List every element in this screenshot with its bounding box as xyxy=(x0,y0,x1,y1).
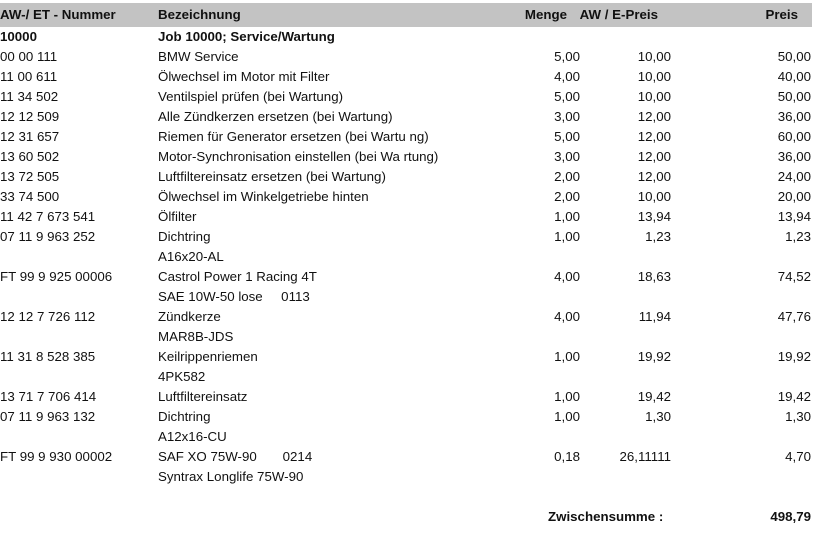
cell-bezeichnung: 4PK582 xyxy=(158,369,206,384)
table-row xyxy=(0,307,825,327)
cell-menge: 3,00 xyxy=(554,149,580,164)
table-row xyxy=(0,387,825,407)
header-nummer: AW-/ ET - Nummer xyxy=(0,7,116,22)
cell-nummer: 11 00 611 xyxy=(0,69,58,84)
cell-nummer: 10000 xyxy=(0,29,37,44)
cell-nummer: 33 74 500 xyxy=(0,189,60,204)
cell-nummer: 11 31 8 528 385 xyxy=(0,349,96,364)
cell-bezeichnung: SAE 10W-50 lose 0113 xyxy=(158,289,310,304)
cell-nummer: FT 99 9 930 00002 xyxy=(0,449,113,464)
cell-bezeichnung: A12x16-CU xyxy=(158,429,227,444)
cell-preis: 50,00 xyxy=(777,49,811,64)
cell-bezeichnung: Syntrax Longlife 75W-90 xyxy=(158,469,304,484)
cell-menge: 3,00 xyxy=(554,109,580,124)
cell-preis: 74,52 xyxy=(777,269,811,284)
cell-bezeichnung: MAR8B-JDS xyxy=(158,329,234,344)
cell-menge: 1,00 xyxy=(554,389,580,404)
cell-nummer: 07 11 9 963 252 xyxy=(0,229,96,244)
cell-preis: 50,00 xyxy=(777,89,811,104)
cell-nummer: 07 11 9 963 132 xyxy=(0,409,96,424)
cell-menge: 4,00 xyxy=(554,309,580,324)
cell-ep: 10,00 xyxy=(637,69,671,84)
table-row xyxy=(0,147,825,167)
table-row xyxy=(0,287,825,307)
table-row xyxy=(0,127,825,147)
table-row xyxy=(0,187,825,207)
cell-menge: 5,00 xyxy=(554,129,580,144)
cell-ep: 11,94 xyxy=(638,309,671,324)
cell-preis: 47,76 xyxy=(777,309,811,324)
table-row xyxy=(0,87,825,107)
cell-ep: 26,11111 xyxy=(619,449,671,464)
cell-ep: 12,00 xyxy=(637,169,671,184)
cell-ep: 13,94 xyxy=(637,209,671,224)
table-row xyxy=(0,167,825,187)
cell-menge: 1,00 xyxy=(554,349,580,364)
table-row xyxy=(0,347,825,367)
table-row xyxy=(0,327,825,347)
table-row xyxy=(0,47,825,67)
cell-ep: 19,42 xyxy=(637,389,671,404)
cell-bezeichnung: Alle Zündkerzen ersetzen (bei Wartung) xyxy=(158,109,393,124)
cell-menge: 4,00 xyxy=(554,69,580,84)
header-preis: Preis xyxy=(765,7,798,22)
cell-nummer: 11 42 7 673 541 xyxy=(0,209,96,224)
cell-ep: 12,00 xyxy=(637,149,671,164)
subtotal-label: Zwischensumme : xyxy=(548,509,664,524)
table-row xyxy=(0,427,825,447)
cell-preis: 40,00 xyxy=(777,69,811,84)
cell-bezeichnung: Dichtring xyxy=(158,409,211,424)
cell-nummer: 12 12 509 xyxy=(0,109,60,124)
header-ep: AW / E-Preis xyxy=(579,7,658,22)
subtotal-value: 498,79 xyxy=(770,509,811,524)
cell-bezeichnung: Ölwechsel im Motor mit Filter xyxy=(158,69,330,84)
header-bezeichnung: Bezeichnung xyxy=(158,7,241,22)
cell-menge: 2,00 xyxy=(554,169,580,184)
cell-ep: 10,00 xyxy=(637,49,671,64)
cell-bezeichnung: Keilrippenriemen xyxy=(158,349,258,364)
cell-ep: 10,00 xyxy=(637,189,671,204)
header-menge: Menge xyxy=(524,7,567,22)
cell-ep: 1,23 xyxy=(645,229,671,244)
cell-preis: 19,92 xyxy=(777,349,811,364)
cell-bezeichnung: Zündkerze xyxy=(158,309,221,324)
cell-menge: 4,00 xyxy=(554,269,580,284)
cell-nummer: 11 34 502 xyxy=(0,89,59,104)
cell-preis: 1,30 xyxy=(785,409,811,424)
cell-bezeichnung: BMW Service xyxy=(158,49,239,64)
cell-bezeichnung: Luftfiltereinsatz ersetzen (bei Wartung) xyxy=(158,169,386,184)
cell-bezeichnung: Ölfilter xyxy=(158,209,197,224)
cell-preis: 60,00 xyxy=(777,129,811,144)
cell-menge: 5,00 xyxy=(554,49,580,64)
cell-ep: 12,00 xyxy=(637,129,671,144)
cell-preis: 1,23 xyxy=(785,229,811,244)
job-row xyxy=(0,27,825,47)
table-row xyxy=(0,107,825,127)
cell-ep: 1,30 xyxy=(645,409,671,424)
cell-menge: 1,00 xyxy=(554,209,580,224)
cell-menge: 1,00 xyxy=(554,409,580,424)
cell-ep: 12,00 xyxy=(637,109,671,124)
table-row xyxy=(0,367,825,387)
table-row xyxy=(0,447,825,467)
cell-preis: 36,00 xyxy=(777,109,811,124)
cell-preis: 19,42 xyxy=(777,389,811,404)
cell-bezeichnung: Dichtring xyxy=(158,229,211,244)
cell-preis: 36,00 xyxy=(777,149,811,164)
cell-menge: 0,18 xyxy=(554,449,580,464)
cell-bezeichnung: Ventilspiel prüfen (bei Wartung) xyxy=(158,89,344,104)
table-row xyxy=(0,207,825,227)
cell-nummer: 13 60 502 xyxy=(0,149,60,164)
cell-nummer: 13 72 505 xyxy=(0,169,60,184)
table-row xyxy=(0,227,825,247)
cell-bezeichnung: Castrol Power 1 Racing 4T xyxy=(158,269,317,284)
table-row xyxy=(0,247,825,267)
table-row xyxy=(0,467,825,487)
cell-nummer: 12 12 7 726 112 xyxy=(0,309,96,324)
cell-ep: 10,00 xyxy=(637,89,671,104)
cell-preis: 4,70 xyxy=(785,449,811,464)
cell-bezeichnung: Job 10000; Service/Wartung xyxy=(158,29,335,44)
table-row xyxy=(0,67,825,87)
cell-ep: 18,63 xyxy=(637,269,671,284)
cell-bezeichnung: SAF XO 75W-90 0214 xyxy=(158,449,313,464)
cell-preis: 13,94 xyxy=(777,209,811,224)
cell-bezeichnung: Motor-Synchronisation einstellen (bei Wa rtung) xyxy=(158,149,439,164)
table-header xyxy=(0,3,812,27)
cell-menge: 5,00 xyxy=(554,89,580,104)
cell-ep: 19,92 xyxy=(637,349,671,364)
cell-nummer: 00 00 111 xyxy=(0,49,58,64)
cell-bezeichnung: Luftfiltereinsatz xyxy=(158,389,248,404)
cell-preis: 20,00 xyxy=(777,189,811,204)
cell-bezeichnung: A16x20-AL xyxy=(158,249,224,264)
cell-preis: 24,00 xyxy=(777,169,811,184)
table-row xyxy=(0,267,825,287)
cell-menge: 1,00 xyxy=(554,229,580,244)
cell-bezeichnung: Ölwechsel im Winkelgetriebe hinten xyxy=(158,189,369,204)
cell-menge: 2,00 xyxy=(554,189,580,204)
cell-nummer: 12 31 657 xyxy=(0,129,60,144)
cell-bezeichnung: Riemen für Generator ersetzen (bei Wartu ng) xyxy=(158,129,429,144)
table-row xyxy=(0,407,825,427)
cell-nummer: FT 99 9 925 00006 xyxy=(0,269,113,284)
cell-nummer: 13 71 7 706 414 xyxy=(0,389,97,404)
